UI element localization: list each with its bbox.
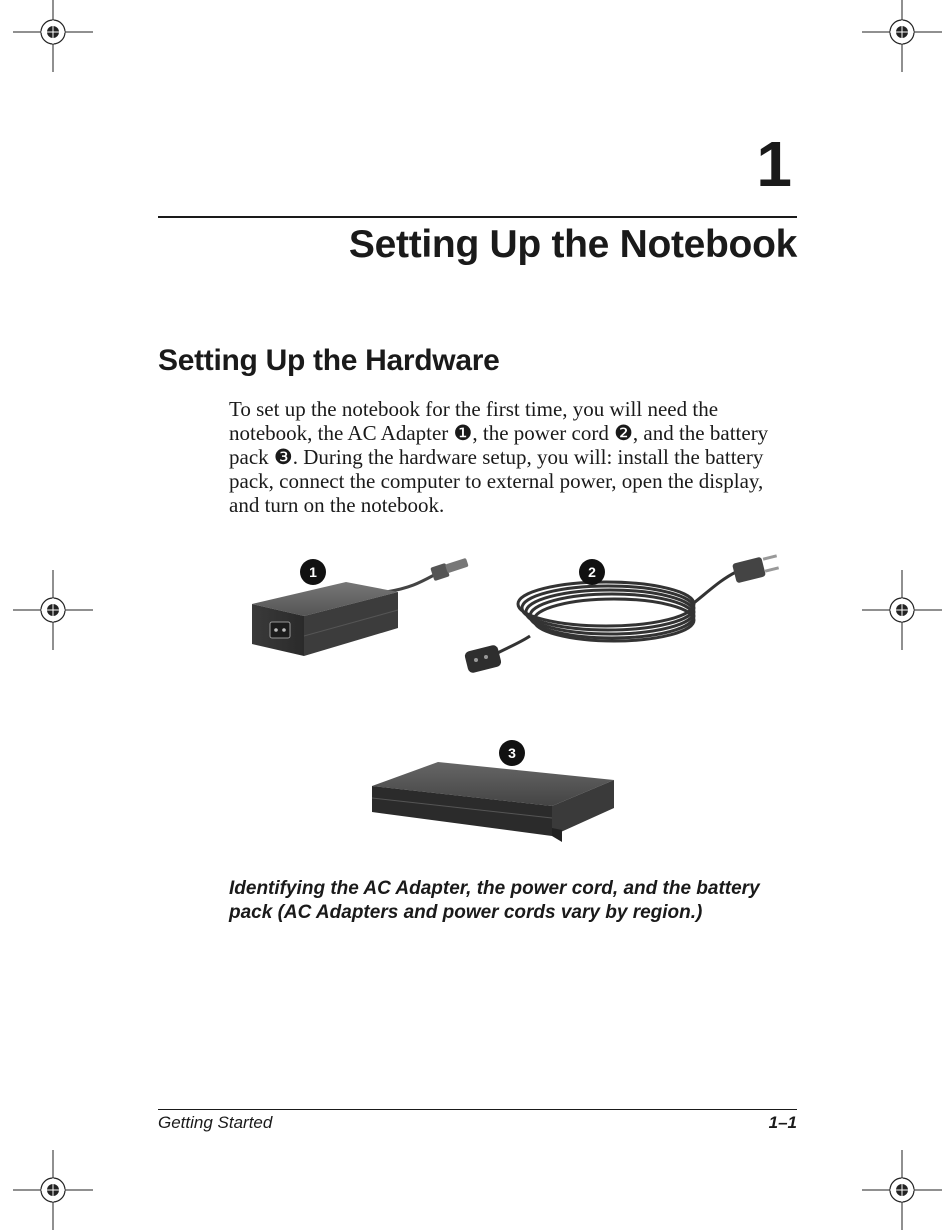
registration-mark-mid-right: [862, 570, 942, 650]
footer-page-number: 1–1: [768, 1113, 797, 1132]
footer-rule: [158, 1109, 797, 1110]
registration-mark-bottom-left: [13, 1150, 93, 1230]
chapter-number: 1: [756, 128, 792, 200]
callout-3: 3: [499, 740, 525, 766]
battery-pack-illustration: [366, 756, 622, 848]
registration-mark-mid-left: [13, 570, 93, 650]
registration-mark-bottom-right: [862, 1150, 942, 1230]
footer-document-title: Getting Started: [158, 1113, 273, 1132]
callout-2: 2: [579, 559, 605, 585]
power-cord-illustration: [458, 552, 788, 682]
registration-mark-top-left: [13, 0, 93, 72]
chapter-title: Setting Up the Notebook: [348, 223, 797, 266]
callout-1: 1: [300, 559, 326, 585]
ac-adapter-illustration: [246, 552, 476, 672]
registration-mark-top-right: [862, 0, 942, 72]
section-body: To set up the notebook for the first time, you will need the notebook, the AC Adapter ❶, the power cord ❷, and the battery pack ❸. During the hardware setup, you will: install the battery pack, connect the computer to external power, open the display, and turn on the notebook.: [229, 397, 769, 517]
section-title: Setting Up the Hardware: [158, 344, 500, 377]
figure-caption: Identifying the AC Adapter, the power cord, and the battery pack (AC Adapters and power cords vary by region.): [229, 878, 760, 923]
chapter-rule: [158, 216, 797, 218]
